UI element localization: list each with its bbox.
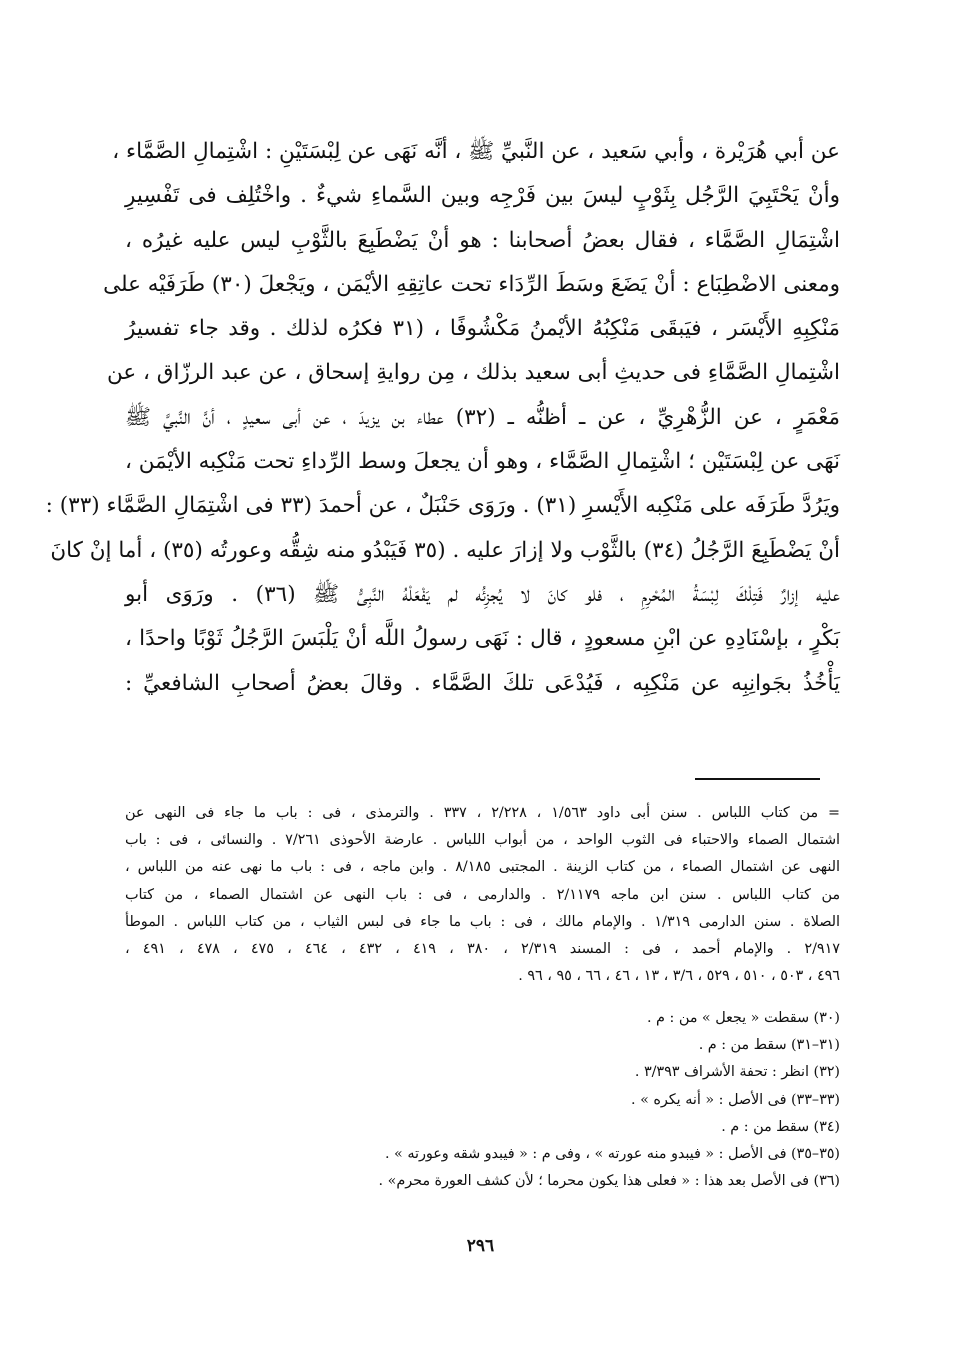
footnote-line: اشتمال الصماء والاحتباء فى الثوب الواحد ، من أبواب اللباس . عارضة الأحوذى ٧/٢٦١ . والنسائى ، فى : باب [125,832,840,849]
footnote-item: (٣٥–٣٥) فى الأصل : « فيبدو منه عورته » ، وفى م : « فيبدو شقه وعورته » . [384,1145,840,1162]
main-text-line: نَهَى عن لِبْسَتَيْن ؛ اشْتِمالِ الصَّمَّاء ، وهو أن يجعلَ وسط الرِّداءِ تحت مَنْكِبه الأيْمَن ، [125,449,840,475]
main-text-line: وأنْ يَحْتَبِيَ الرَّجُل بِثَوْبٍ ليسَ بين فَرْجِه وبين السَّماءِ شيءٌ . واخْتُلِف فى تَفْسِيرِ [125,183,840,209]
footnote-item: (٣٠) سقطت « يجعل » من : م . [646,1010,840,1026]
footnote-separator [695,778,820,780]
main-text-line: مَنْكِبِهِ الأَيْسَر ، فيَبقَى مَنْكِبُهُ الأيْمنُ مَكْشُوفًا ، (٣١ فكرُه لذلك . وقد جاء تفسيرُ [125,316,840,342]
footnote-line: من كتاب اللباس . سنن ابن ماجه ٢/١١٧٩ . والدارمى ، فى : باب النهى عن اشتمال الصماء ، من كتاب [125,886,841,903]
footnote-item: (٣٢) انظر : تحفة الأشراف ٣/٣٩٣ . [634,1064,840,1081]
footnote-line: ٤٩٦ ، ٥٠٣ ، ٥١٠ ، ٥٢٩ ، ٣/٦ ، ١٣ ، ٤٦ ، ٦٦ ، ٩٥ ، ٩٦ . [518,968,840,985]
footnote-item: (٣١–٣١) سقط من : م . [698,1037,840,1054]
main-text-line: ومعنى الاضْطِبَاع : أنْ يَضَعَ وسَطَ الرِّدَاء تحت عاتِقِهِ الأيْمَن ، ويَجْعلَ (٣٠) طَرَفَيْه على [103,271,840,297]
footnote-line: النهى عن اشتمال الصماء ، من كتاب الزينة . المجتبى ٨/١٨٥ . وابن ماجه ، فى : باب ما نهى عنه من اللباس ، [125,859,840,876]
main-text-line: بَكْرٍ ، بإسْنَادِهِ عن ابْنِ مسعودٍ ، قال : نَهَى رسولُ اللَّه أنْ يَلْبَسَ الرَّجُلُ ثَوْبًا واحدًا ، [125,626,840,652]
main-text-line: ويَرُدَّ طَرَفَه على مَنْكِبه الأَيْسرِ (٣١) . ورَوَى حَنْبَلٌ ، عن أحمدَ (٣٣ فى اشْتِمَالِ الصَّمَّاء (٣٣) : [45,493,840,519]
main-text-line: اشْتِمَالِ الصَّمَّاء ، فقال بعضُ أصحابنا : هو أنْ يَضْطَبِعَ بالثَّوْبِ ليس عليه غيرُه ، [125,227,840,253]
main-text-line: يَأْخُذُ بجَوانِبِه عن مَنْكِبِه ، فَيُدْعَى تلكَ الصَّمَّاء . وقالَ بعضُ أصحابِ الشافعيِّ : [125,670,840,696]
footnote-continuation [125,800,840,990]
footnote-item: (٣٦) فى الأصل بعد هذا : « فعلى هذا يكون محرما ؛ لأن كشف العورة محرم» . [378,1173,840,1190]
footnote-item: (٣٣–٣٣) فى الأصل : « أنه يكره » . [631,1091,840,1108]
footnote-list [125,1005,840,1195]
footnote-line: الصلاة . سنن الدارمى ١/٣١٩ . والإمام مالك ، فى : باب ما جاء فى لبس الثياب ، من كتاب اللباس . الموطأ [125,913,840,930]
main-text-line: اشْتِمالِ الصَّمَّاءِ فى حديثِ أبى سعيد بذلك ، مِن روايةِ إسحاق ، عن عبد الرزّاق ، عن [107,360,840,386]
main-text-line: مَعْمَرٍ ، عن الزُّهْرِيِّ ، عن ـ أظنُّه ـ (٣٢) عطاء بن يزيدَ ، عن أبى سعيدٍ ، أنَّ النَّبيَّ ﷺ [125,404,840,430]
main-text-line: عن أبي هُرَيْرة ، وأبي سَعيد ، عن النَّبيِّ ﷺ ، أنَّه نَهَى عن لِبْسَتَيْنِ : اشْتِمالِ الصَّمَّاء ، [112,139,840,164]
footnote-item: (٣٤) سقط من : م . [721,1118,840,1135]
footnote-line: ٢/٩١٧ . والإمام أحمد ، فى : المسند ٢/٣١٩ ، ٣٨٠ ، ٤١٩ ، ٤٣٢ ، ٤٦٤ ، ٤٧٥ ، ٤٧٨ ، ٤٩١ ، [125,940,840,957]
main-text-line: عليه إزارٌ فَتِلْكَ لِبْسَةُ المُحْرِمِ ، فلو كانَ لا يُجزِئُه لم يَفْعَلْهُ النَّبِىُّ ﷺ (٣٦) . ورَوَى أبو [125,581,840,607]
page-number: ٢٩٦ [466,1236,495,1256]
main-text-line: أنْ يَضْطَبِعَ الرَّجُلُ (٣٤) بالثَّوْب ولا إزارَ عليه . (٣٥ فَيَبْدُو منه شِقُّه وعورتُه (٣٥) ، أما إنْ كانَ [50,537,840,563]
footnote-line: = من كتاب اللباس . سنن أبى داود ١/٥٦٣ ، ٢/٢٢٨ ، ٣٣٧ . والترمذى ، فى : باب ما جاء فى النهى عن [125,805,840,821]
main-text-block [45,130,840,706]
